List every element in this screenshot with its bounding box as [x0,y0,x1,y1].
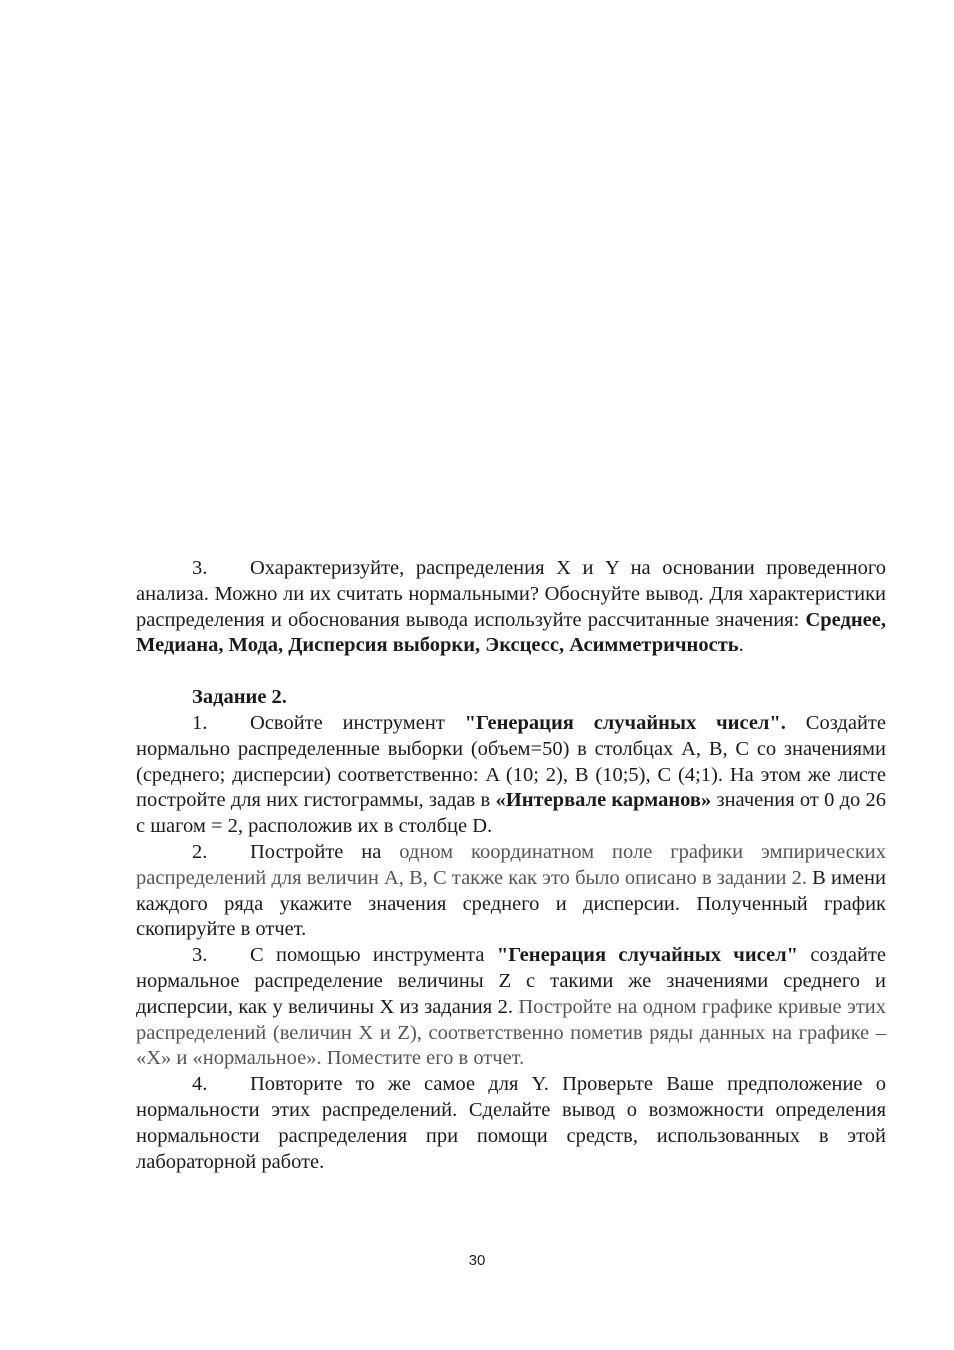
item-gray-text: одном координатном поле графики эмпирических распределений для величин А, В, С также как это было описано в задании 2. [136,840,886,889]
item-text: Освойте инструмент [250,711,465,734]
item-number: 4. [192,1073,208,1096]
item-text: С помощью инструмента [250,944,497,967]
item-text: В имени каждого ряда укажите значения среднего и дисперсии. Полученный график скопируйте в отчет. [136,866,886,941]
task-2-title: Задание 2. [192,686,287,709]
item-number: 1. [192,711,208,734]
task-2-item-2 [136,840,886,943]
item-text: Повторите то же самое для Y. Проверьте Ваше предположение о нормальности этих распределений. Сделайте вывод о возможности определения нормальности распределения при помощи средств, использованных в этой лабораторной работе. [136,1073,886,1173]
task-2-item-1 [136,711,886,840]
item-text-end: . [738,634,744,657]
item-number: 2. [192,840,208,863]
item-text: создайте нормальное распределение величины Z с такими же значениями среднего и дисперсии, как у величины X из задания 2. [136,944,887,1018]
item-bold-text: "Генерация случайных чисел". [464,711,786,734]
page-content [136,556,886,1175]
item-text: Создайте нормально распределенные выборки (объем=50) в столбцах A, B, C со значениями (среднего; дисперсии) соответственно: A (10; 2), B (10;5), C (4;1). На этом же листе постройте для них гистограммы, задав в [136,711,886,812]
task-2-item-4 [136,1072,886,1175]
paragraph-item-3 [136,556,886,659]
page-number: 30 [468,1252,486,1269]
item-bold-text: «Интервале карманов» [495,789,712,812]
spacer [136,659,886,685]
item-bold-text: "Генерация случайных чисел" [496,944,799,967]
item-number: 3. [192,557,208,579]
item-text: значения от 0 до 26 с шагом = 2, расположив их в столбце D. [136,789,887,838]
item-text: Постройте на [250,840,400,863]
item-number: 3. [192,944,208,967]
task-2-item-3 [136,943,886,1072]
item-gray-text: Постройте на одном графике кривые этих распределений (величин X и Z), соответственно пометив ряды данных на графике – «X» и «нормальное». Поместите его в отчет. [136,995,887,1070]
item-text: Охарактеризуйте, распределения X и Y на основании проведенного анализа. Можно ли их считать нормальными? Обоснуйте вывод. Для характеристики распределения и обоснования вывода используйте рассчитанные значения: [136,557,886,631]
item-bold-text: Среднее, Медиана, Мода, Дисперсия выборки, Эксцесс, Асимметричность [136,608,886,657]
